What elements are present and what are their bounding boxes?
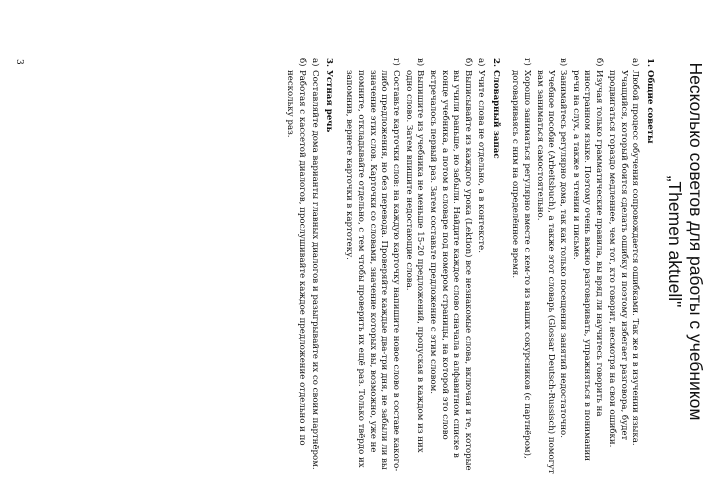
item-text: Составляйте дома варианты главных диалогов и разыгрывайте их со своим партнёром. bbox=[309, 70, 320, 470]
list-item bbox=[342, 58, 401, 474]
list-item bbox=[284, 58, 307, 474]
item-letter: г) bbox=[390, 58, 401, 66]
list-item bbox=[308, 58, 320, 474]
item-text: Составьте карточки слов: на каждую карточку напишите новое слово в составе какого-либо предложения, но без перевода. Проверяйте каждые два-три дня, не забыли ли вы значение этих слов. Карточки со словами, значение которых вы, возможно, уже не помните, откладывайте отдельно, с тем чтобы проверить их ещё раз. Только твёрдо их запомнив, вернете карточки в картотеку. bbox=[344, 70, 401, 472]
section-speaking bbox=[284, 58, 335, 474]
item-letter: б) bbox=[594, 58, 605, 67]
item-letter: а) bbox=[475, 58, 486, 67]
list-item bbox=[533, 58, 568, 474]
title-line-2: „Themen aktuell" bbox=[665, 175, 685, 308]
item-text: Изучая только грамматические правила, вы вряд ли научитесь говорить на иностранном языке. Поэтому очень важно разговаривать, упражняться в понимании речи на слух, а также в чтении и письме. bbox=[570, 70, 605, 462]
item-letter: г) bbox=[521, 58, 532, 66]
document-body bbox=[276, 58, 655, 474]
list-item bbox=[605, 58, 640, 474]
item-text: Учите слова не отдельно, а в контексте. bbox=[475, 70, 486, 253]
item-text: Любой процесс обучения сопровождается ошибками. Так же и в изучении языка. Учащийся, который боится сделать ошибку и поэтому избегает разговора, будет продвигаться гораздо медленнее, чем тот, кто говорит, несмотря на свои ошибки. bbox=[606, 70, 641, 448]
item-letter: б) bbox=[463, 58, 474, 67]
item-text: Выписывайте из каждого урока (Lektion) все незнакомые слова, включая и те, которые вы учили раньше, но забыли. Найдите каждое слово сначала в алфавитном списке в конце учебника, а потом в словаре под номером страницы, на которой это слово встречалось первый раз. Затем составьте предложение с этим словом. bbox=[428, 70, 474, 471]
item-letter: а) bbox=[309, 58, 320, 67]
title-line-1: Несколько советов для работы с учебником bbox=[686, 62, 706, 421]
list-item bbox=[569, 58, 604, 474]
page-number: 3 bbox=[14, 59, 24, 65]
list-item bbox=[474, 58, 486, 474]
item-text: Хорошо заниматься регулярно вместе с кем-то из ваших сокурсников (с партнёром), договариваясь с ним на определённое время. bbox=[510, 70, 532, 459]
list-item bbox=[426, 58, 473, 474]
item-text: Занимайтесь регулярно дома, так как только посещения занятий недостаточно. Учебное пособие (Arbeitsbuch), а также этот словарь (Glossar Deutsch-Russisch) помогут вам заниматься самостоятельно. bbox=[534, 70, 569, 474]
list-item bbox=[509, 58, 532, 474]
item-text: Выпишите из учебника не меньше 15-20 предложений, пропуская в каждом из них одно слово. Затем впишите недостающие слова. bbox=[403, 70, 426, 453]
section-vocabulary bbox=[342, 58, 500, 474]
section-heading: 2. Словарный запас bbox=[490, 58, 501, 159]
page-title bbox=[664, 0, 706, 483]
item-letter: а) bbox=[630, 58, 641, 67]
item-text: Работая с кассетой диалогов, прослушивайте каждое предложение отдельно и по нескольку раз. bbox=[285, 70, 308, 446]
section-heading: 1. Общие советы bbox=[645, 58, 655, 144]
item-letter: в) bbox=[558, 58, 569, 67]
list-item bbox=[402, 58, 425, 474]
section-general-tips bbox=[509, 58, 655, 474]
item-letter: б) bbox=[297, 58, 308, 67]
section-heading: 3. Устная речь bbox=[324, 58, 335, 133]
item-letter: в) bbox=[415, 58, 426, 67]
